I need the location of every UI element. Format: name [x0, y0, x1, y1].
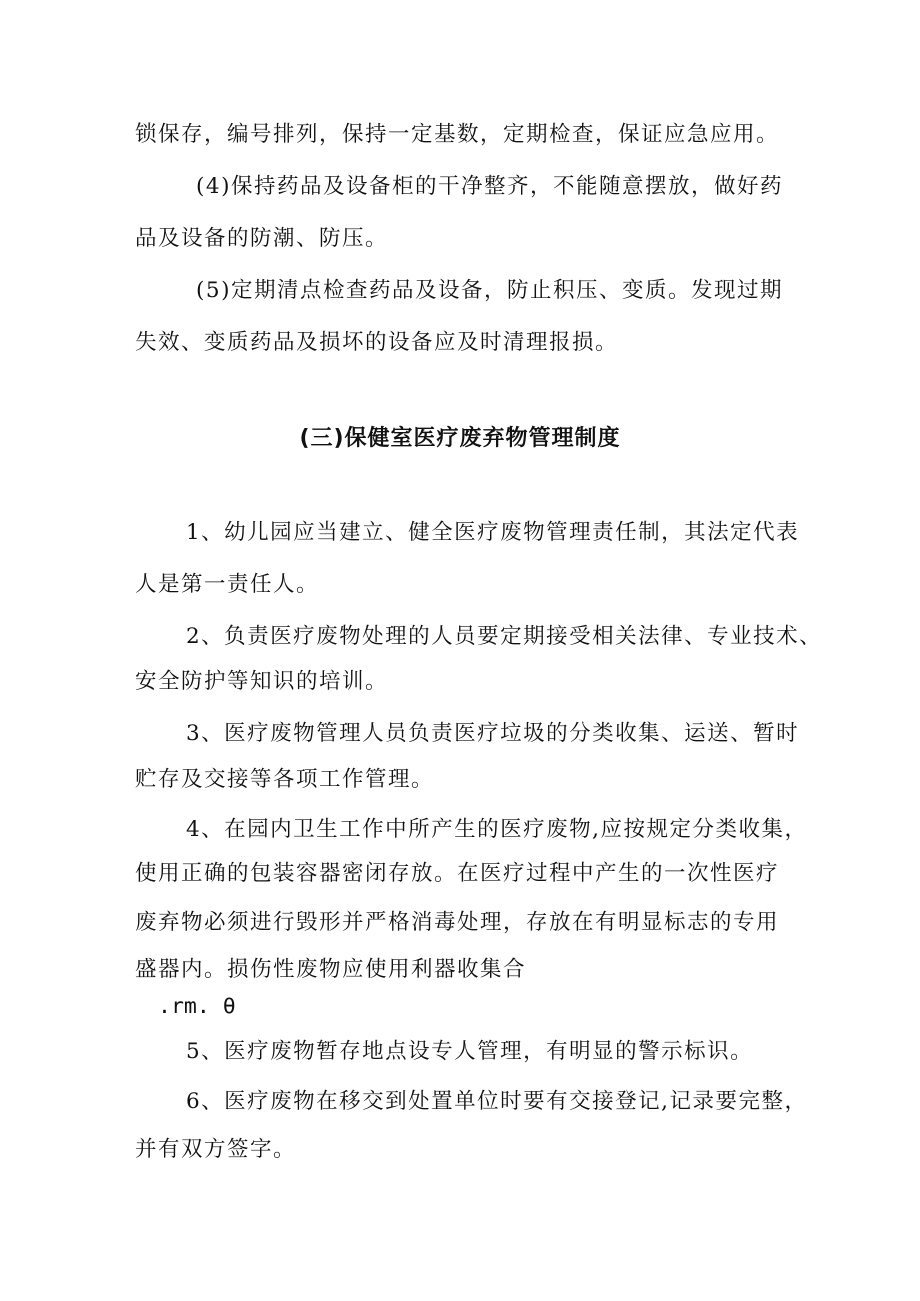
text-line: 并有双方签字。	[135, 1137, 297, 1162]
text-line: 1、幼儿园应当建立、健全医疗废物管理责任制，其法定代表	[186, 520, 800, 545]
text-line: 贮存及交接等各项工作管理。	[135, 767, 435, 792]
text-line: 盛器内。损伤性废物应使用利器收集合	[135, 957, 527, 982]
text-line: 6、医疗废物在移交到处置单位时要有交接登记,记录要完整，	[186, 1089, 808, 1114]
text-line: 安全防护等知识的培训。	[135, 669, 389, 694]
text-line: 品及设备的防潮、防压。	[135, 226, 389, 251]
text-line: 锁保存，编号排列，保持一定基数，定期检查，保证应急应用。	[135, 122, 780, 147]
text-line: 使用正确的包装容器密闭存放。在医疗过程中产生的一次性医疗	[135, 861, 780, 886]
section-title: (三)保健室医疗废弃物管理制度	[299, 426, 621, 451]
text-line: (5)定期清点检查药品及设备，防止积压、变质。发现过期	[196, 278, 783, 303]
text-line: 人是第一责任人。	[135, 572, 320, 597]
text-line: 4、在园内卫生工作中所产生的医疗废物,应按规定分类收集，	[186, 817, 808, 842]
text-line: (4)保持药品及设备柜的干净整齐，不能随意摆放，做好药	[196, 174, 783, 199]
text-line: 失效、变质药品及损坏的设备应及时清理报损。	[135, 330, 619, 355]
text-line: 5、医疗废物暂存地点设专人管理，有明显的警示标识。	[186, 1039, 754, 1064]
text-line: .rm. θ	[158, 994, 236, 1019]
text-line: 3、医疗废物管理人员负责医疗垃圾的分类收集、运送、暂时	[186, 721, 800, 746]
text-line: 废弃物必须进行毁形并严格消毒处理，存放在有明显标志的专用	[135, 910, 780, 935]
text-line: 2、负责医疗废物处理的人员要定期接受相关法律、专业技术、	[186, 624, 823, 649]
